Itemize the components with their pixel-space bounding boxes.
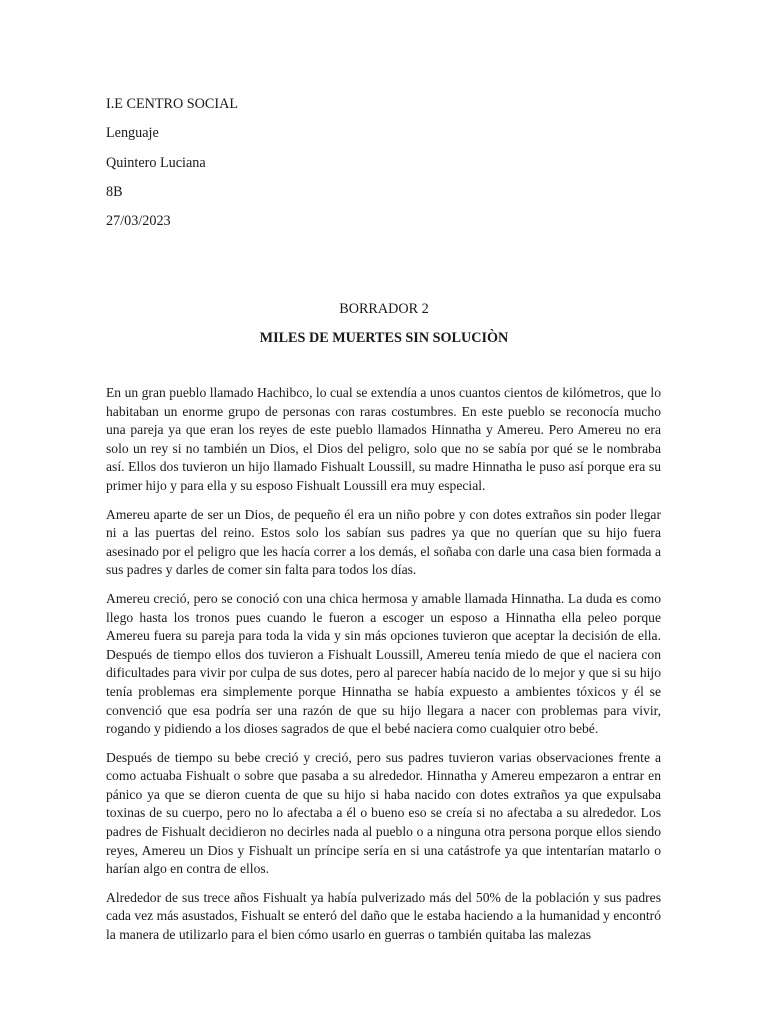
document-body bbox=[106, 384, 661, 955]
draft-label: BORRADOR 2 bbox=[339, 301, 429, 317]
subject-name: Lenguaje bbox=[106, 125, 159, 142]
grade-label: 8B bbox=[106, 183, 123, 200]
body-paragraph: Alrededor de sus trece años Fishualt ya había pulverizado más del 50% de la población y sus padres cada vez más asustados, Fishualt se enteró del daño que le estaba haciendo a la humanidad y encontró la manera de utilizarlo para el bien cómo usarlo en guerras o también quitaba las malezas bbox=[106, 889, 661, 943]
school-name: I.E CENTRO SOCIAL bbox=[106, 96, 239, 112]
body-paragraph: Amereu creció, pero se conoció con una chica hermosa y amable llamada Hinnatha. La duda es como llego hasta los tronos pues cuando le fueron a escoger un esposo a Hinnatha ella peleo porque Amereu fuera su pareja para toda la vida y sin más opciones tuvieron que aceptar la decisión de ella. Después de tiempo ellos dos tuvieron a Fishualt Loussill, Amereu tenía miedo de que el naciera con dificultades para vivir por culpa de sus dotes, pero al parecer había nacido de lo mejor y que si su hijo tenía problemas era simplemente porque Hinnatha se había expuesto a ambientes tóxicos y él se convenció que esa podría ser una razón de que su hijo llegara a nacer con problemas para vivir, rogando y pidiendo a los dioses sagrados de que el bebé naciera como cualquier otro bebé. bbox=[106, 590, 661, 737]
document-date: 27/03/2023 bbox=[106, 213, 171, 230]
body-paragraph: En un gran pueblo llamado Hachibco, lo cual se extendía a unos cuantos cientos de kilómetros, que lo habitaban un enorme grupo de personas con raras costumbres. En este pueblo se reconocía mucho una pareja ya que eran los reyes de este pueblo llamados Hinnatha y Amereu. Pero Amereu no era solo un rey si no también un Dios, el Dios del peligro, solo que no se sabía por qué se le nombraba así. Ellos dos tuvieron un hijo llamado Fishualt Loussill, su madre Hinnatha le puso así porque era su primer hijo y para ella y su esposo Fishualt Loussill era muy especial. bbox=[106, 385, 661, 493]
document-title: MILES DE MUERTES SIN SOLUCIÒN bbox=[259, 330, 509, 346]
student-name: Quintero Luciana bbox=[106, 154, 206, 171]
body-paragraph: Después de tiempo su bebe creció y creció, pero sus padres tuvieron varias observaciones frente a como actuaba Fishualt o sobre que pasaba a su alrededor. Hinnatha y Amereu empezaron a entrar en pánico ya que se dieron cuenta de que su hijo si haba nacido con dotes extraños ya que expulsaba toxinas de su cuerpo, pero no lo afectaba a él o bueno eso se creía si no afectaba a su alrededor. Los padres de Fishualt decidieron no decirles nada al pueblo o a ninguna otra persona porque ellos siendo reyes, Amereu un Dios y Fishualt un príncipe sería en si una catástrofe ya que intentarían matarlo o harían algo en contra de ellos. bbox=[106, 749, 661, 877]
body-paragraph: Amereu aparte de ser un Dios, de pequeño él era un niño pobre y con dotes extraños sin poder llegar ni a las puertas del reino. Estos solo los sabían sus padres ya que no querían que su hijo fuera asesinado por el peligro que les hacía correr a los demás, el soñaba con darle una casa bien formada a sus padres y darles de comer sin falta para todos los días. bbox=[106, 506, 661, 578]
document-header bbox=[106, 90, 238, 236]
